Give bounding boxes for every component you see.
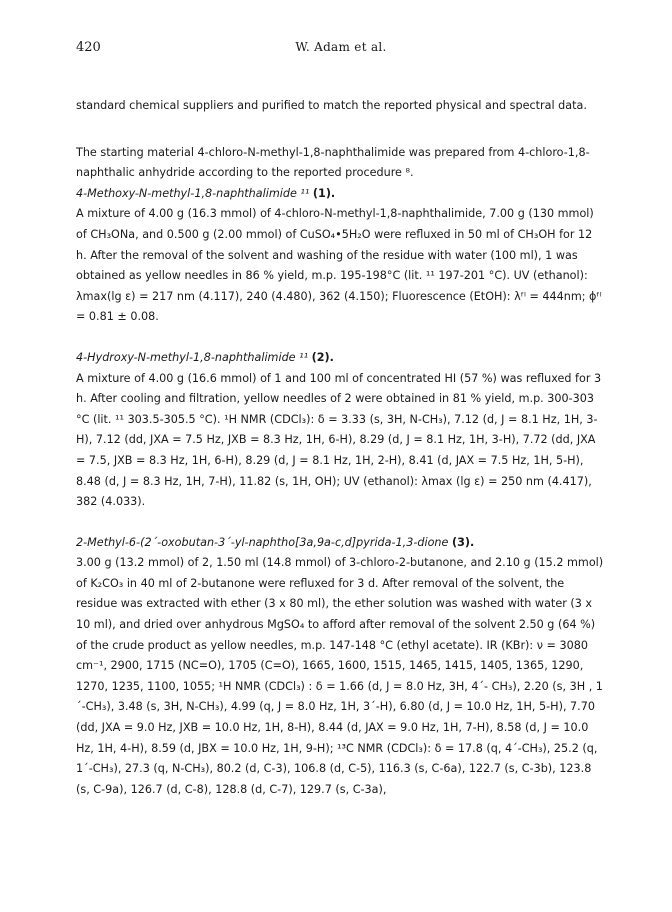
article-body bbox=[76, 96, 606, 800]
paragraph-reagents: standard chemical suppliers and purified to match the reported physical and spectral data. bbox=[76, 99, 587, 112]
page-number: 420 bbox=[76, 40, 101, 55]
compound-3-number: (3). bbox=[451, 535, 475, 549]
compound-1-number: (1). bbox=[312, 186, 336, 200]
paragraph-compound-2: A mixture of 4.00 g (16.6 mmol) of 1 and 100 ml of concentrated HI (57 %) was refluxed for 3 h. After cooling and filtration, yellow needles of 2 were obtained in 81 % yield, m.p. 300-303 °C (lit. ¹¹ 303.5-305.5 °C). ¹H NMR (CDCl₃): δ = 3.33 (s, 3H, N-CH₃), 7.12 (d, J = 8.1 Hz, 1H, 3-H), 7.12 (dd, JXA = 7.5 Hz, JXB = 8.3 Hz, 1H, 6-H), 8.29 (d, J = 8.1 Hz, 1H, 3-H), 7.72 (dd, JXA = 7.5, JXB = 8.3 Hz, 1H, 6-H), 8.29 (d, J = 8.1 Hz, 1H, 2-H), 8.41 (d, JAX = 7.5 Hz, 1H, 5-H), 8.48 (d, J = 8.3 Hz, 1H, 7-H), 11.82 (s, 1H, OH); UV (ethanol): λmax (lg ε) = 250 nm (4.417), 382 (4.033). bbox=[76, 371, 602, 509]
paragraph-starting-material: The starting material 4-chloro-N-methyl-1,8-naphthalimide was prepared from 4-chloro-1,8-naphthalic anhydride according to the reported procedure ⁸. bbox=[76, 145, 590, 180]
compound-1-heading bbox=[76, 184, 606, 205]
compound-3-name: 2-Methyl-6-(2´-oxobutan-3´-yl-naphtho[3a,9a-c,d]pyrida-1,3-dione bbox=[76, 535, 449, 549]
paragraph-compound-1: A mixture of 4.00 g (16.3 mmol) of 4-chloro-N-methyl-1,8-naphthalimide, 7.00 g (130 mmol) of CH₃ONa, and 0.500 g (2.00 mmol) of CuSO₄•5H₂O were refluxed in 50 ml of CH₃OH for 12 h. After the removal of the solvent and washing of the residue with water (100 ml), 1 was obtained as yellow needles in 86 % yield, m.p. 195-198°C (lit. ¹¹ 197-201 °C). UV (ethanol): λmax(lg ε) = 217 nm (4.117), 240 (4.480), 362 (4.150); Fluorescence (EtOH): λᶠˡ = 444nm; ϕᶠˡ = 0.81 ± 0.08. bbox=[76, 207, 602, 324]
compound-1-name: 4-Methoxy-N-methyl-1,8-naphthalimide ¹¹ bbox=[76, 186, 310, 200]
compound-3-heading bbox=[76, 533, 606, 554]
running-head: W. Adam et al. bbox=[295, 40, 387, 54]
compound-2-heading bbox=[76, 348, 606, 369]
page-header bbox=[76, 40, 606, 60]
paragraph-compound-3: 3.00 g (13.2 mmol) of 2, 1.50 ml (14.8 mmol) of 3-chloro-2-butanone, and 2.10 g (15.2 mmol) of K₂CO₃ in 40 ml of 2-butanone were refluxed for 3 d. After removal of the solvent, the residue was extracted with ether (3 x 80 ml), the ether solution was washed with water (3 x 10 ml), and dried over anhydrous MgSO₄ to afford after removal of the solvent 2.50 g (64 %) of the crude product as yellow needles, m.p. 147-148 °C (ethyl acetate). IR (KBr): ν = 3080 cm⁻¹, 2900, 1715 (NC=O), 1705 (C=O), 1665, 1600, 1515, 1465, 1415, 1405, 1365, 1290, 1270, 1235, 1100, 1055; ¹H NMR (CDCl₃) : δ = 1.66 (d, J = 8.0 Hz, 3H, 4´- CH₃), 2.20 (s, 3H , 1´-CH₃), 3.48 (s, 3H, N-CH₃), 4.99 (q, J = 8.0 Hz, 1H, 3´-H), 6.80 (d, J = 10.0 Hz, 1H, 5-H), 7.70 (dd, JXA = 9.0 Hz, JXB = 10.0 Hz, 1H, 8-H), 8.44 (d, JAX = 9.0 Hz, 1H, 7-H), 8.58 (d, J = 10.0 Hz, 1H, 4-H), 8.59 (d, JBX = 10.0 Hz, 1H, 9-H); ¹³C NMR (CDCl₃): δ = 17.8 (q, 4´-CH₃), 25.2 (q, 1´-CH₃), 27.3 (q, N-CH₃), 80.2 (d, C-3), 106.8 (d, C-5), 116.3 (s, C-6a), 122.7 (s, C-3b), 123.8 (s, C-9a), 126.7 (d, C-8), 128.8 (d, C-7), 129.7 (s, C-3a), bbox=[76, 556, 604, 796]
compound-2-number: (2). bbox=[311, 350, 334, 364]
compound-2-name: 4-Hydroxy-N-methyl-1,8-naphthalimide ¹¹ bbox=[76, 350, 309, 364]
